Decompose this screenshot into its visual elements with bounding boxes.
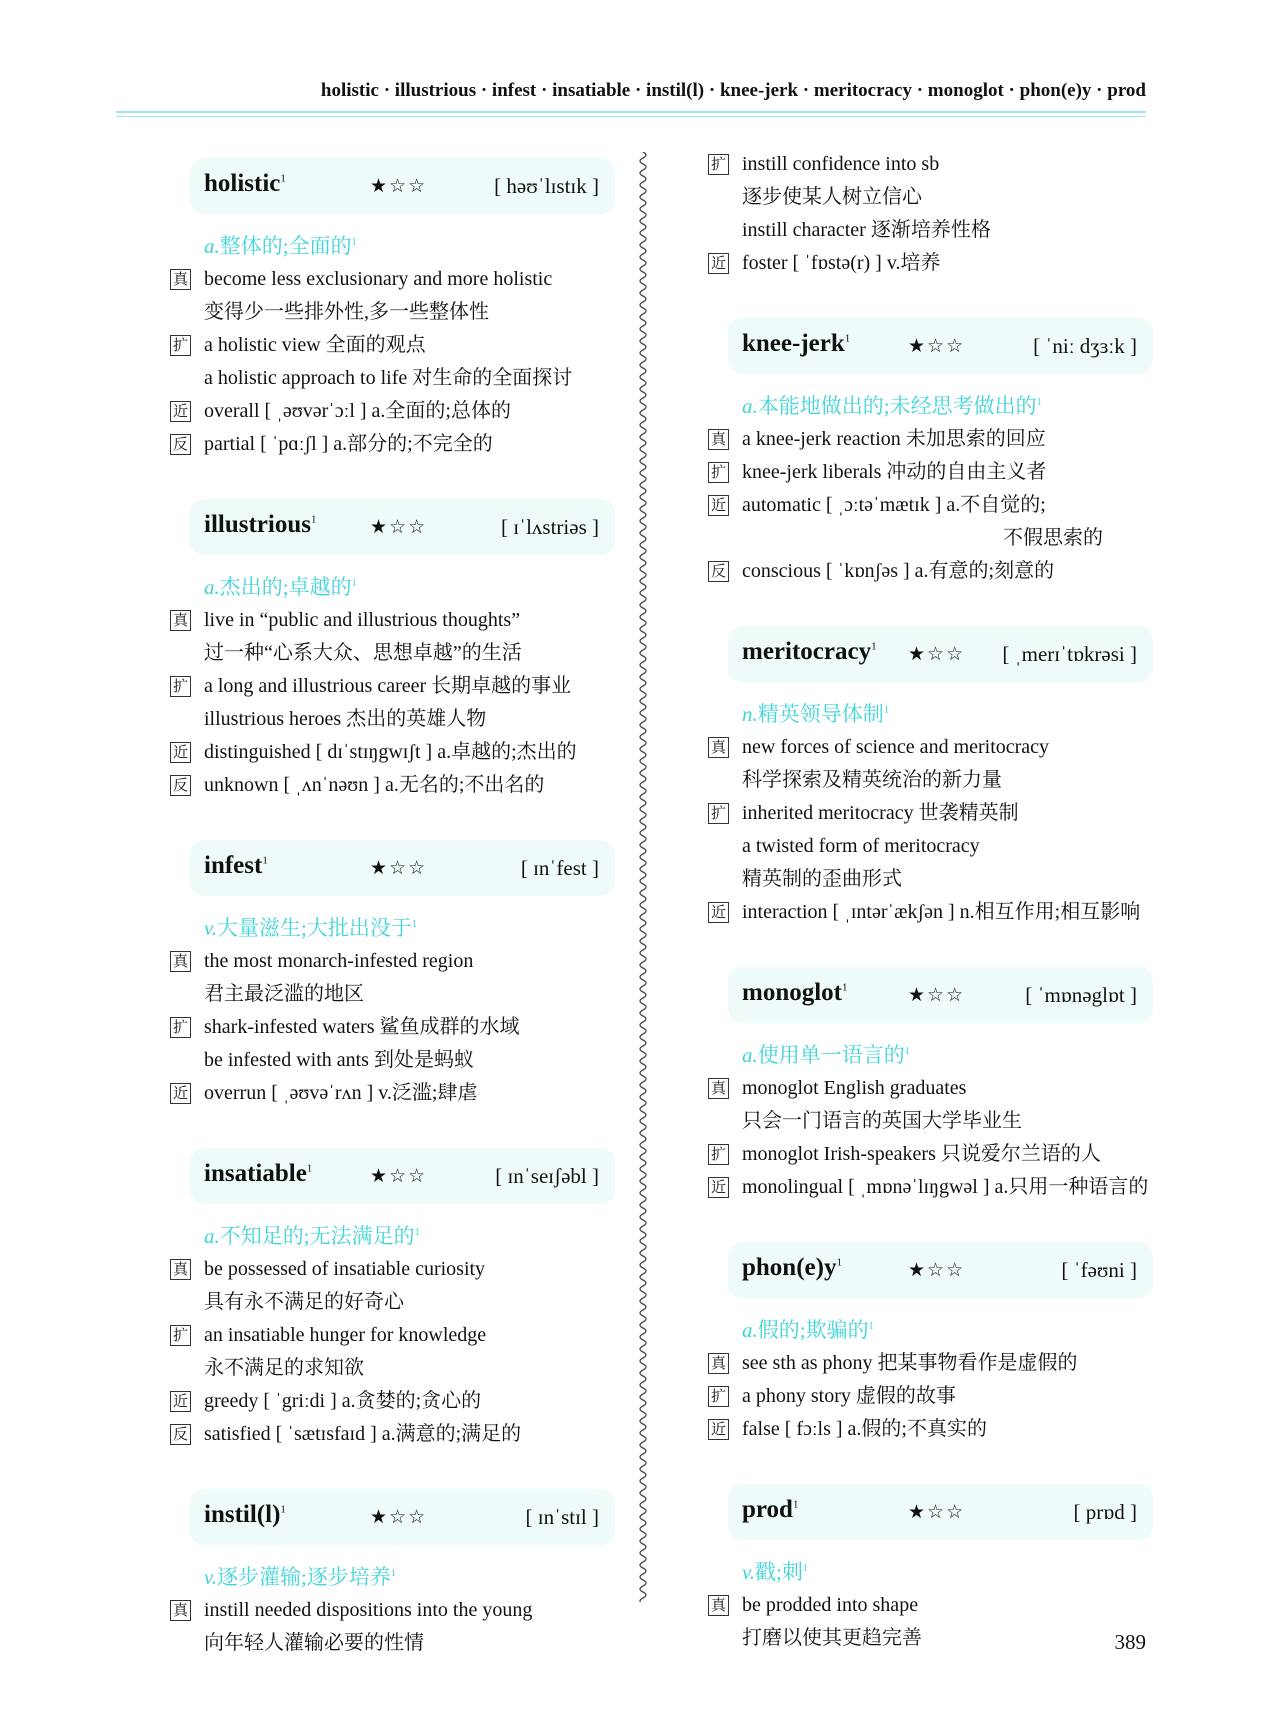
definition-text: 杰出的;卓越的 [219,575,352,599]
dictionary-entry [708,967,1153,1204]
dictionary-entry [170,499,615,802]
real-exam-tag-icon: 真 [170,951,191,972]
headword-box [190,499,615,555]
example-text: shark-infested waters 鲨鱼成群的水域 [204,1016,520,1038]
synonym-tag-icon: 近 [708,1419,729,1440]
example-line [708,1138,1153,1171]
definition [204,1557,615,1594]
part-of-speech: v. [742,1560,756,1584]
example-text: become less exclusionary and more holistic [204,268,553,290]
headword-text: knee-jerk [742,330,845,357]
headword-superscript: 1 [280,1503,286,1516]
example-line [170,1011,615,1044]
headword-superscript: 1 [262,854,268,867]
frequency-stars-icon: ★☆☆ [908,335,966,357]
example-line [170,395,615,428]
headword [742,1254,842,1282]
dictionary-entry [708,318,1153,588]
example-text: instill needed dispositions into the young [204,1599,533,1621]
example-line [170,1253,615,1286]
extension-tag-icon: 扩 [170,1325,191,1346]
page-number: 389 [1114,1630,1146,1654]
example-text: monolingual [ ˌmɒnəˈlɪŋgwəl ] a.只用一种语言的 [742,1176,1149,1198]
definition [742,1035,1153,1072]
example-text: 精英制的歪曲形式 [742,868,902,890]
example-line [708,1622,1153,1655]
part-of-speech: a. [204,575,220,599]
example-line [708,456,1153,489]
example-text: 永不满足的求知欲 [204,1357,364,1379]
frequency-stars-icon: ★☆☆ [370,175,428,197]
wavy-column-divider [636,152,650,1602]
definition-superscript: 1 [414,1227,420,1238]
example-line [170,428,615,461]
example-line [708,247,1153,280]
example-text: knee-jerk liberals 冲动的自由主义者 [742,461,1047,483]
frequency-stars-icon: ★☆☆ [370,1506,428,1528]
example-line [170,736,615,769]
phonetic: [ ɪˈlʌstriəs ] [501,515,599,539]
antonym-tag-icon: 反 [170,1424,191,1445]
dictionary-entry [170,1148,615,1451]
part-of-speech: a. [742,1043,758,1067]
example-line [170,945,615,978]
extension-tag-icon: 扩 [708,462,729,483]
example-line [170,1385,615,1418]
dictionary-entry [708,626,1153,929]
definition-superscript: 1 [411,919,417,930]
headword-superscript: 1 [792,1498,799,1511]
example-text: interaction [ ˌɪntərˈækʃən ] n.相互作用;相互影响 [742,901,1141,923]
headword-box [728,626,1153,682]
example-line [170,296,615,329]
synonym-tag-icon: 近 [708,1177,729,1198]
definition-superscript: 1 [904,1046,910,1057]
definition-text: 整体的;全面的 [219,234,352,258]
header-rule [116,111,1146,113]
real-exam-tag-icon: 真 [170,1600,191,1621]
definition [204,567,615,604]
example-text: overall [ ˌəʊvərˈɔːl ] a.全面的;总体的 [204,400,511,422]
example-line [708,764,1153,797]
headword-text: holistic [204,170,281,197]
example-text: be prodded into shape [742,1594,919,1616]
example-line [170,1044,615,1077]
example-text: 打磨以使其更趋完善 [742,1627,922,1649]
example-line [708,555,1153,588]
headword-box [728,318,1153,374]
definition-superscript: 1 [802,1563,808,1574]
example-line [708,181,1153,214]
example-text: a long and illustrious career 长期卓越的事业 [204,675,572,697]
example-text: automatic [ ˌɔːtəˈmætɪk ] a.不自觉的; [742,494,1046,516]
definition [742,1552,1153,1589]
phonetic: [ həʊˈlɪstɪk ] [494,174,599,198]
example-text: new forces of science and meritocracy [742,736,1050,758]
example-text: an insatiable hunger for knowledge [204,1324,487,1346]
extension-tag-icon: 扩 [170,676,191,697]
phonetic: [ ɪnˈstɪl ] [525,1505,599,1529]
example-text: 只会一门语言的英国大学毕业生 [742,1110,1022,1132]
headword [742,330,850,358]
example-text: 逐步使某人树立信心 [742,186,922,208]
headword [742,1496,798,1524]
example-text: a holistic approach to life 对生命的全面探讨 [204,367,573,389]
example-line [170,978,615,1011]
antonym-tag-icon: 反 [708,561,729,582]
headword-superscript: 1 [280,172,286,185]
antonym-tag-icon: 反 [170,775,191,796]
frequency-stars-icon: ★☆☆ [370,1165,428,1187]
synonym-tag-icon: 近 [708,495,729,516]
synonym-tag-icon: 近 [170,1083,191,1104]
extension-tag-icon: 扩 [708,154,729,175]
real-exam-tag-icon: 真 [708,737,729,758]
example-text: 君主最泛滥的地区 [204,983,364,1005]
headword-box [190,1489,615,1545]
example-text: unknown [ ˌʌnˈnəʊn ] a.无名的;不出名的 [204,774,545,796]
part-of-speech: a. [742,1318,758,1342]
extension-tag-icon: 扩 [708,1386,729,1407]
definition-superscript: 1 [351,578,357,589]
example-line [708,522,1153,555]
extension-tag-icon: 扩 [708,1144,729,1165]
example-line [170,1594,615,1627]
headword-superscript: 1 [836,1256,842,1269]
headword [742,638,877,666]
definition-superscript: 1 [1036,397,1042,408]
example-text: live in “public and illustrious thoughts” [204,609,521,631]
example-line [170,1418,615,1451]
example-line [708,1105,1153,1138]
dictionary-entry [170,840,615,1110]
example-line [708,1347,1153,1380]
headword [204,852,268,880]
example-line [170,1319,615,1352]
example-text: 过一种“心系大众、思想卓越”的生活 [204,642,522,664]
example-line [708,148,1153,181]
definition-text: 逐步灌输;逐步培养 [217,1565,391,1589]
headword-box [190,840,615,896]
headword-text: monoglot [742,979,842,1006]
example-text: instill character 逐渐培养性格 [742,219,991,241]
synonym-tag-icon: 近 [170,1391,191,1412]
antonym-tag-icon: 反 [170,434,191,455]
dictionary-entry [170,1489,615,1660]
definition-text: 戳;刺 [755,1560,803,1584]
example-text: monoglot English graduates [742,1077,967,1099]
headword-superscript: 1 [871,640,877,653]
real-exam-tag-icon: 真 [170,610,191,631]
example-text: inherited meritocracy 世袭精英制 [742,802,1019,824]
part-of-speech: a. [204,1224,220,1248]
part-of-speech: v. [204,916,218,940]
definition [204,1216,615,1253]
dictionary-entry [708,1484,1153,1655]
headword-text: meritocracy [742,638,872,665]
example-line [708,1413,1153,1446]
real-exam-tag-icon: 真 [708,1078,729,1099]
example-line [708,731,1153,764]
frequency-stars-icon: ★☆☆ [370,857,428,879]
definition-text: 本能地做出的;未经思考做出的 [757,394,1037,418]
synonym-tag-icon: 近 [708,253,729,274]
headword-box [728,1242,1153,1298]
real-exam-tag-icon: 真 [708,1595,729,1616]
example-line [170,604,615,637]
example-line [170,1077,615,1110]
example-text: illustrious heroes 杰出的英雄人物 [204,708,487,730]
example-text: 科学探索及精英统治的新力量 [742,769,1002,791]
extension-tag-icon: 扩 [170,335,191,356]
example-text: foster [ ˈfɒstə(r) ] v.培养 [742,252,941,274]
example-text: false [ fɔːls ] a.假的;不真实的 [742,1418,987,1440]
example-text: a phony story 虚假的故事 [742,1385,956,1407]
headword [204,1160,312,1188]
right-column [708,148,1153,1693]
extension-tag-icon: 扩 [170,1017,191,1038]
real-exam-tag-icon: 真 [708,429,729,450]
example-line [708,423,1153,456]
example-line [170,1627,615,1660]
example-text: partial [ ˈpɑːʃl ] a.部分的;不完全的 [204,433,493,455]
definition-text: 假的;欺骗的 [757,1318,869,1342]
real-exam-tag-icon: 真 [170,1259,191,1280]
headword-superscript: 1 [844,332,851,345]
definition-superscript: 1 [883,705,889,716]
example-line [170,263,615,296]
example-text: a knee-jerk reaction 未加思索的回应 [742,428,1046,450]
dictionary-entry [170,158,615,461]
frequency-stars-icon: ★☆☆ [908,1259,966,1281]
definition [742,386,1153,423]
example-text: be possessed of insatiable curiosity [204,1258,486,1280]
definition-superscript: 1 [351,237,357,248]
headword-text: prod [742,1496,793,1523]
example-line [708,830,1153,863]
example-text: monoglot Irish-speakers 只说爱尔兰语的人 [742,1143,1101,1165]
headword-box [190,1148,615,1204]
example-line [708,489,1153,522]
headword-superscript: 1 [842,981,848,994]
example-line [170,1286,615,1319]
headword-box [190,158,615,214]
definition [204,908,615,945]
definition [742,1310,1153,1347]
example-line [708,863,1153,896]
example-line [170,703,615,736]
part-of-speech: a. [742,394,758,418]
definition-superscript: 1 [390,1568,396,1579]
example-text: conscious [ ˈkɒnʃəs ] a.有意的;刻意的 [742,560,1055,582]
example-text: be infested with ants 到处是蚂蚁 [204,1049,474,1071]
phonetic: [ ɪnˈseɪʃəbl ] [495,1164,599,1188]
synonym-tag-icon: 近 [708,902,729,923]
example-line [708,896,1153,929]
synonym-tag-icon: 近 [170,742,191,763]
definition [742,694,1153,731]
example-line [708,1589,1153,1622]
frequency-stars-icon: ★☆☆ [908,643,966,665]
example-text: a holistic view 全面的观点 [204,334,426,356]
definition-text: 大量滋生;大批出没于 [217,916,412,940]
extension-tag-icon: 扩 [708,803,729,824]
definition [204,226,615,263]
example-text: instill confidence into sb [742,153,940,175]
definition-text: 使用单一语言的 [757,1043,905,1067]
example-text: distinguished [ dɪˈstɪŋgwɪʃt ] a.卓越的;杰出的 [204,741,577,763]
part-of-speech: a. [204,234,220,258]
phonetic: [ ˈmɒnəglɒt ] [1025,983,1137,1007]
frequency-stars-icon: ★☆☆ [908,1501,966,1523]
headword-text: phon(e)y [742,1254,837,1281]
example-line [170,362,615,395]
example-line [170,329,615,362]
headword-text: infest [204,852,263,879]
dictionary-entry [708,1242,1153,1446]
running-header: holistic · illustrious · infest · insatiable · instil(l) · knee-jerk · meritocracy · monoglot · phon(e)y · prod [320,80,1146,101]
headword-box [728,967,1153,1023]
dictionary-entry [708,148,1153,280]
headword-superscript: 1 [310,513,317,526]
headword-box [728,1484,1153,1540]
example-text: 变得少一些排外性,多一些整体性 [204,301,489,323]
example-text: overrun [ ˌəʊvəˈrʌn ] v.泛滥;肆虐 [204,1082,478,1104]
part-of-speech: v. [204,1565,218,1589]
example-line [170,769,615,802]
synonym-tag-icon: 近 [170,401,191,422]
example-line [708,1380,1153,1413]
example-line [708,797,1153,830]
definition-text: 不知足的;无法满足的 [219,1224,415,1248]
example-text: the most monarch-infested region [204,950,474,972]
headword-text: illustrious [204,511,311,538]
example-text: 不假思索的 [1003,527,1103,549]
example-text: greedy [ ˈgriːdi ] a.贪婪的;贪心的 [204,1390,482,1412]
example-text: 向年轻人灌输必要的性情 [204,1632,424,1654]
frequency-stars-icon: ★☆☆ [370,516,428,538]
wavy-line [640,152,646,1602]
headword [742,979,848,1007]
example-text: satisfied [ ˈsætɪsfaɪd ] a.满意的;满足的 [204,1423,522,1445]
headword [204,511,316,539]
definition-superscript: 1 [868,1321,874,1332]
example-text: see sth as phony 把某事物看作是虚假的 [742,1352,1078,1374]
example-line [708,1171,1153,1204]
phonetic: [ ˈfəʊni ] [1061,1258,1137,1282]
example-line [708,214,1153,247]
real-exam-tag-icon: 真 [170,269,191,290]
header-rule-thin [116,116,1146,117]
phonetic: [ ˈniː dʒɜːk ] [1033,334,1137,358]
headword-text: instil(l) [204,1501,281,1528]
phonetic: [ prɒd ] [1073,1500,1137,1524]
frequency-stars-icon: ★☆☆ [908,984,966,1006]
phonetic: [ ɪnˈfest ] [520,856,599,880]
example-line [170,1352,615,1385]
headword [204,170,286,198]
phonetic: [ ˌmerɪˈtɒkrəsi ] [1002,642,1137,666]
headword-superscript: 1 [306,1162,313,1175]
headword-text: insatiable [204,1160,307,1187]
definition-text: 精英领导体制 [757,702,884,726]
headword [204,1501,286,1529]
example-line [170,670,615,703]
example-text: a twisted form of meritocracy [742,835,980,857]
part-of-speech: n. [742,702,758,726]
example-text: 具有永不满足的好奇心 [204,1291,404,1313]
real-exam-tag-icon: 真 [708,1353,729,1374]
example-line [708,1072,1153,1105]
left-column [170,158,615,1698]
example-line [170,637,615,670]
